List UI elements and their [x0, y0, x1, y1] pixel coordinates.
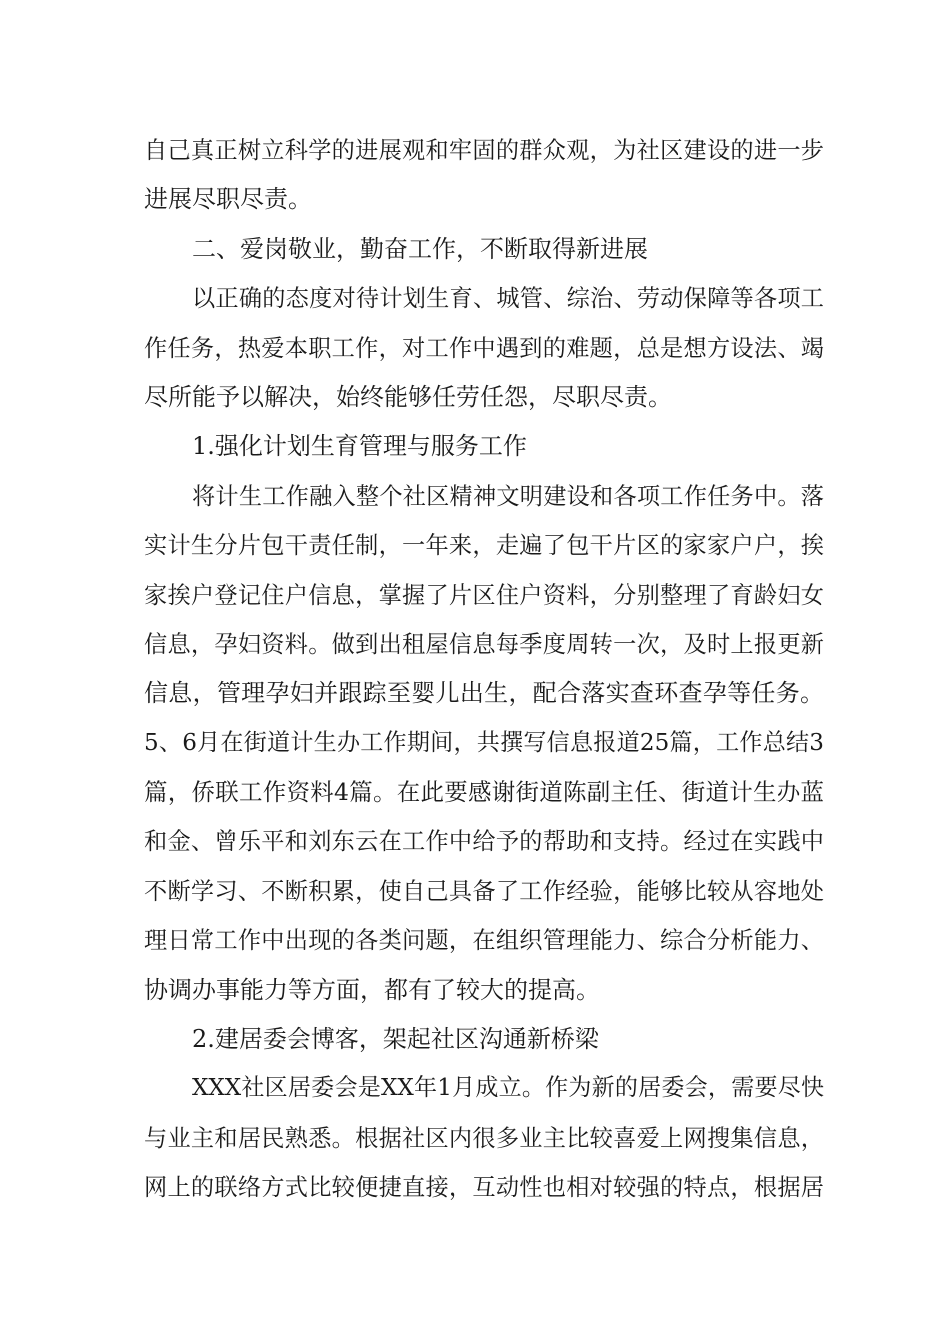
- text-line: 将计生工作融入整个社区精神文明建设和各项工作任务中。落: [192, 482, 824, 510]
- text-line: XXX社区居委会是XX年1月成立。作为新的居委会，需要尽快: [192, 1075, 824, 1102]
- subsection-heading: 1.强化计划生育管理与服务工作: [192, 432, 527, 461]
- text-line: 自己真正树立科学的进展观和牢固的群众观，为社区建设的进一步: [144, 137, 824, 164]
- text-line: 和金、曾乐平和刘东云在工作中给予的帮助和支持。经过在实践中: [144, 828, 824, 856]
- section-heading: 二、爱岗敬业，勤奋工作，不断取得新进展: [192, 234, 648, 263]
- text-line: 信息，孕妇资料。做到出租屋信息每季度周转一次，及时上报更新: [144, 630, 824, 658]
- text-line: 作任务，热爱本职工作，对工作中遇到的难题，总是想方设法、竭: [144, 334, 824, 362]
- text-line: 以正确的态度对待计划生育、城管、综治、劳动保障等各项工: [192, 285, 824, 313]
- text-line: 理日常工作中出现的各类问题，在组织管理能力、综合分析能力、: [144, 927, 824, 955]
- text-line: 协调办事能力等方面，都有了较大的提高。: [144, 975, 600, 1004]
- text-line: 与业主和居民熟悉。根据社区内很多业主比较喜爱上网搜集信息，: [144, 1124, 824, 1152]
- text-line: 家挨户登记住户信息，掌握了片区住户资料，分别整理了育龄妇女: [144, 581, 824, 609]
- text-line: 篇，侨联工作资料4篇。在此要感谢街道陈副主任、街道计生办蓝: [144, 778, 824, 807]
- text-line: 不断学习、不断积累，使自己具备了工作经验，能够比较从容地处: [144, 877, 824, 905]
- body-text: [144, 126, 824, 1213]
- text-line: 尽所能予以解决，始终能够任劳任怨，尽职尽责。: [144, 382, 672, 411]
- text-line: 5、6月在街道计生办工作期间，共撰写信息报道25篇，工作总结3: [144, 729, 824, 756]
- subsection-heading: 2.建居委会博客，架起社区沟通新桥梁: [192, 1025, 599, 1054]
- text-line: 进展尽职尽责。: [144, 185, 312, 214]
- text-line: 实计生分片包干责任制，一年来，走遍了包干片区的家家户户，挨: [144, 532, 824, 560]
- text-line: 网上的联络方式比较便捷直接，互动性也相对较强的特点，根据居: [144, 1174, 824, 1202]
- text-line: 信息，管理孕妇并跟踪至婴儿出生，配合落实查环查孕等任务。: [144, 679, 824, 708]
